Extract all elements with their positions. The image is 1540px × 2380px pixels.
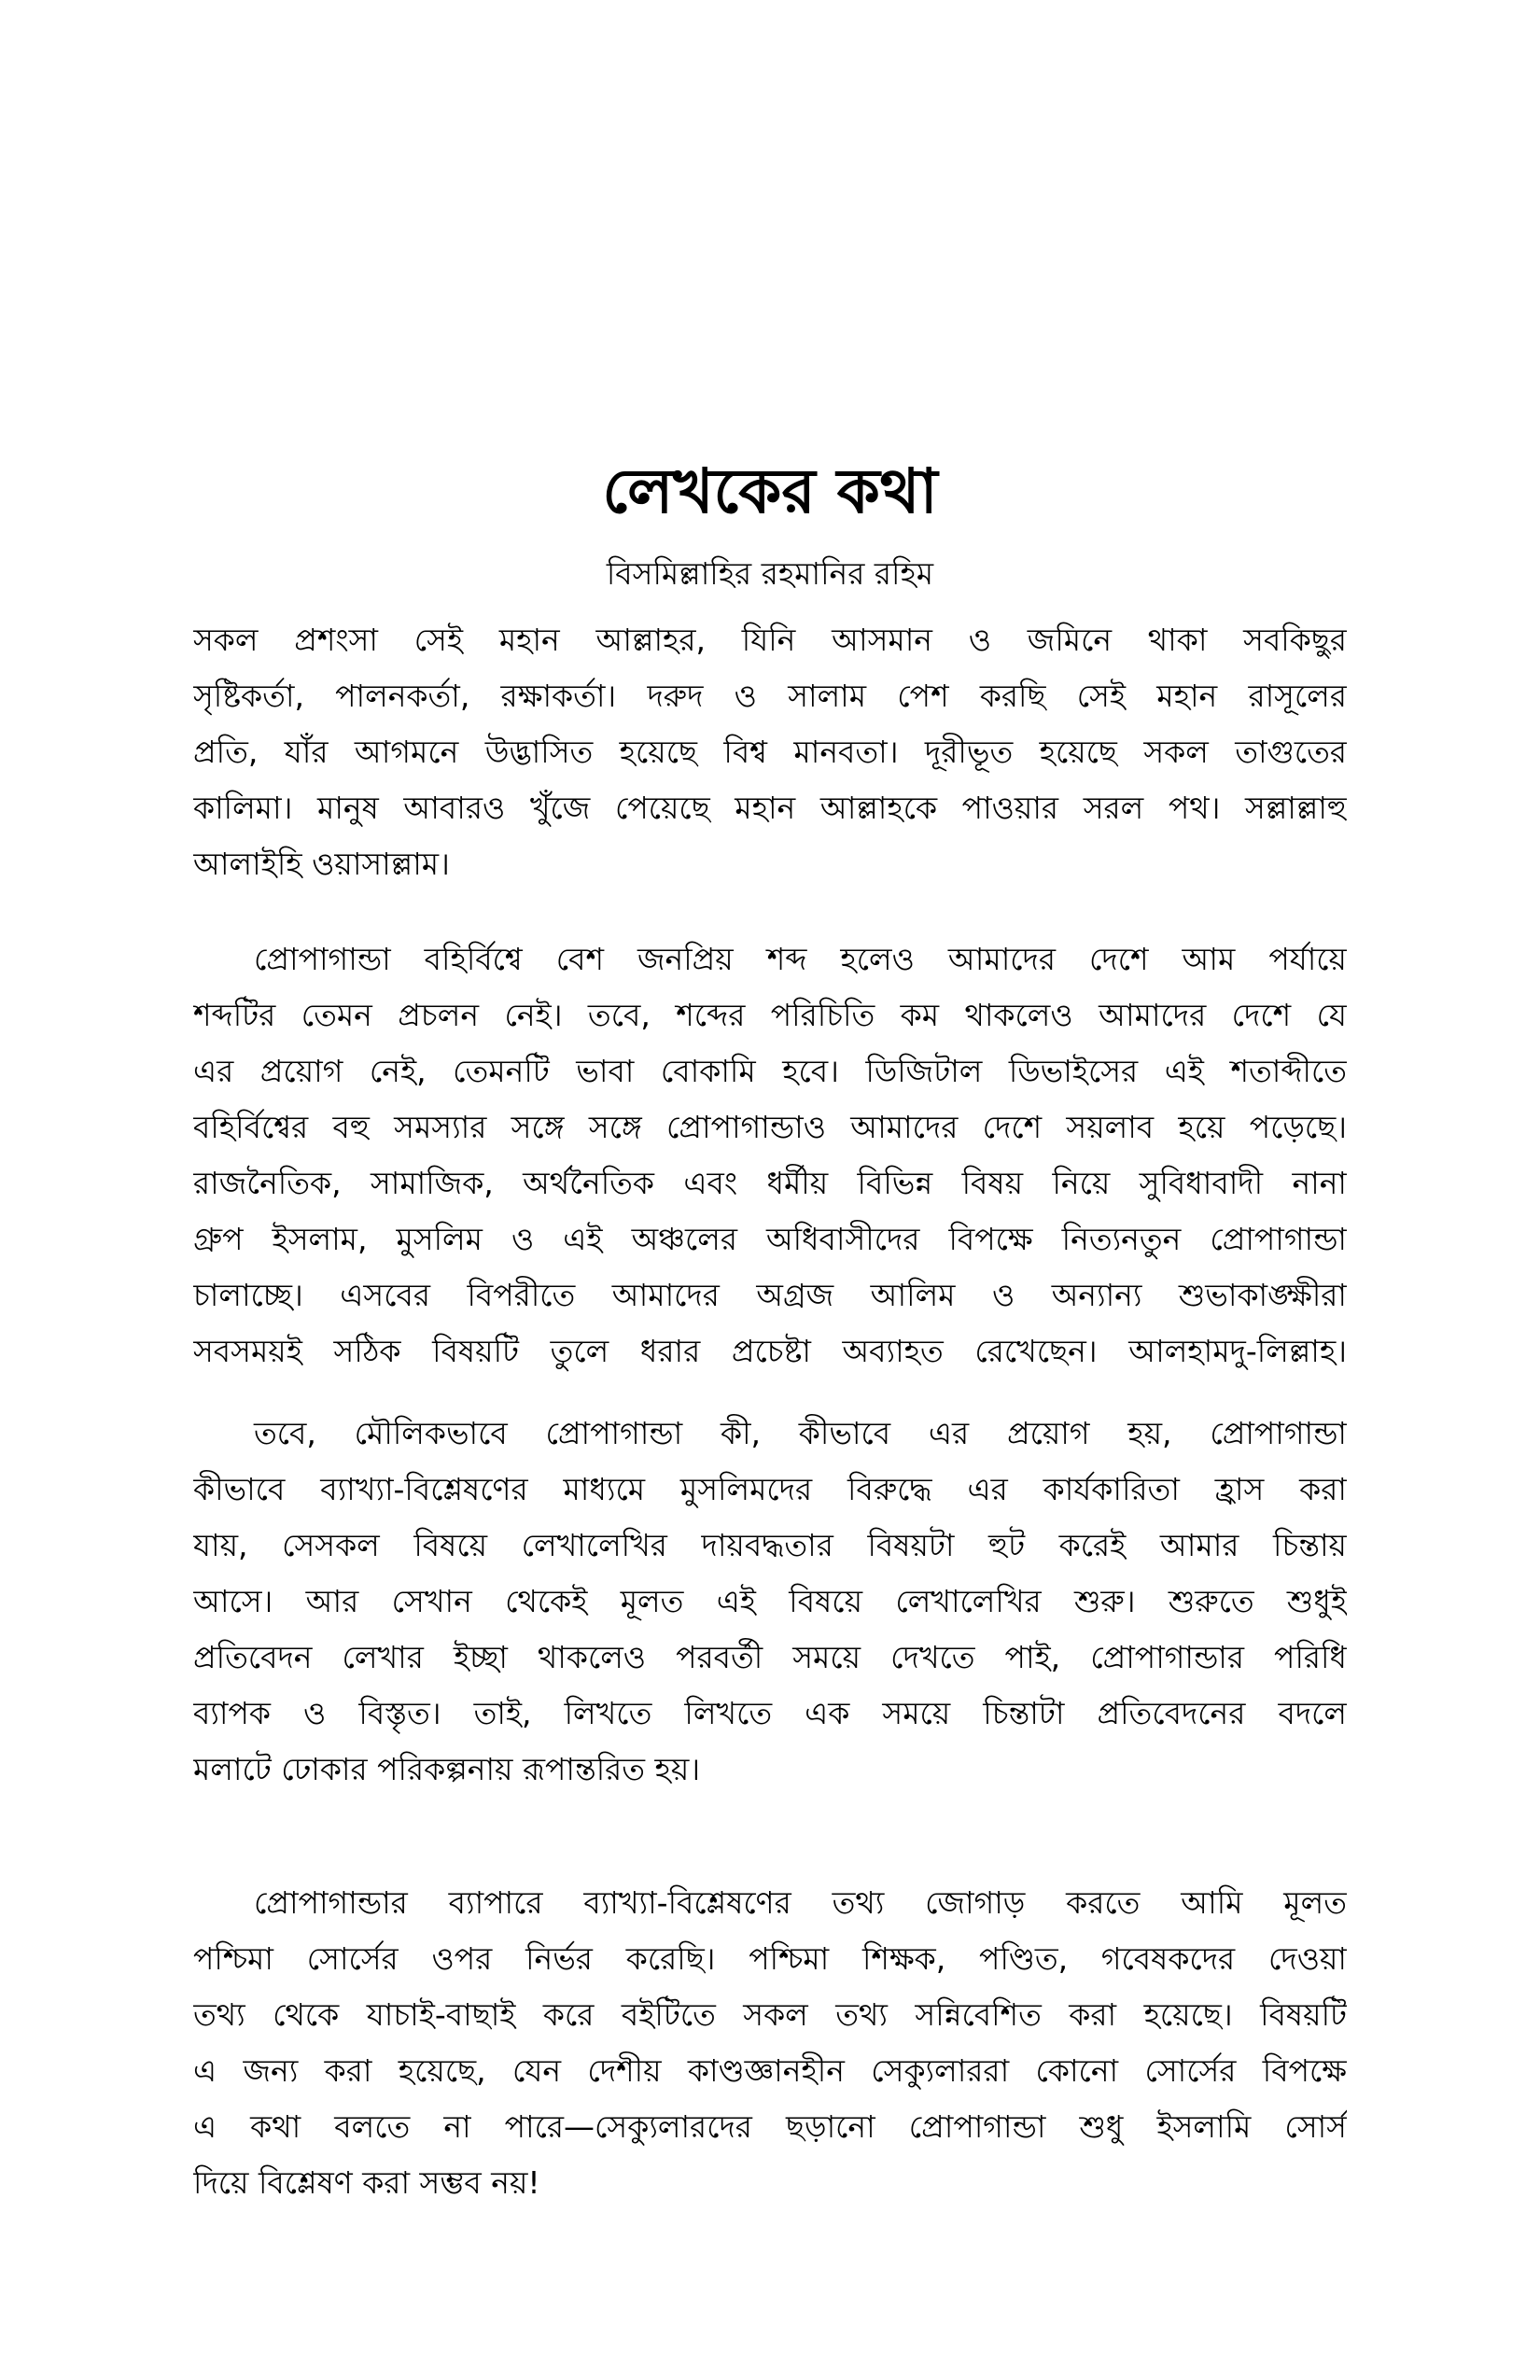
text-line: আলাইহি ওয়াসাল্লাম।	[193, 846, 450, 882]
paragraph-3	[193, 1406, 1347, 1798]
text-line: দিয়ে বিশ্লেষণ করা সম্ভব নয়!	[193, 2164, 540, 2201]
text-line: ব্যাপক ও বিস্তৃত। তাই, লিখতে লিখতে এক সময়ে চিন্তাটা প্রতিবেদনের বদলে	[193, 1695, 1347, 1731]
text-line: তবে, মৌলিকভাবে প্রোপাগান্ডা কী, কীভাবে এর প্রয়োগ হয়, প্রোপাগান্ডা	[254, 1415, 1347, 1451]
text-line: তথ্য থেকে যাচাই-বাছাই করে বইটিতে সকল তথ্য সন্নিবেশিত করা হয়েছে। বিষয়টি	[193, 1996, 1347, 2033]
text-line: যায়, সেসকল বিষয়ে লেখালেখির দায়বদ্ধতার বিষয়টা হুট করেই আমার চিন্তায়	[193, 1527, 1347, 1563]
text-line: রাজনৈতিক, সামাজিক, অর্থনৈতিক এবং ধর্মীয় বিভিন্ন বিষয় নিয়ে সুবিধাবাদী নানা	[193, 1165, 1347, 1201]
text-line: পশ্চিমা সোর্সের ওপর নির্ভর করেছি। পশ্চিমা শিক্ষক, পণ্ডিত, গবেষকদের দেওয়া	[193, 1940, 1347, 1977]
text-line: মলাটে ঢোকার পরিকল্পনায় রূপান্তরিত হয়।	[193, 1751, 701, 1787]
text-line: এ জন্য করা হয়েছে, যেন দেশীয় কাণ্ডজ্ঞানহীন সেক্যুলাররা কোনো সোর্সের বিপক্ষে	[193, 2052, 1347, 2089]
text-line: বহির্বিশ্বের বহু সমস্যার সঙ্গে সঙ্গে প্রোপাগান্ডাও আমাদের দেশে সয়লাব হয়ে পড়েছে।	[193, 1109, 1347, 1145]
text-line: কীভাবে ব্যাখ্যা-বিশ্লেষণের মাধ্যমে মুসলিমদের বিরুদ্ধে এর কার্যকারিতা হ্রাস করা	[193, 1471, 1347, 1507]
text-line: সবসময়ই সঠিক বিষয়টি তুলে ধরার প্রচেষ্টা অব্যাহত রেখেছেন। আলহামদু-লিল্লাহ।	[193, 1333, 1347, 1369]
text-line: প্রতি, যাঁর আগমনে উদ্ভাসিত হয়েছে বিশ্ব মানবতা। দূরীভূত হয়েছে সকল তাগুতের	[193, 734, 1347, 770]
text-line: সকল প্রশংসা সেই মহান আল্লাহর, যিনি আসমান ও জমিনে থাকা সবকিছুর	[193, 622, 1347, 658]
text-line: এর প্রয়োগ নেই, তেমনটি ভাবা বোকামি হবে। ডিজিটাল ডিভাইসের এই শতাব্দীতে	[193, 1053, 1347, 1089]
text-line: প্রতিবেদন লেখার ইচ্ছা থাকলেও পরবর্তী সময়ে দেখতে পাই, প্রোপাগান্ডার পরিধি	[193, 1639, 1347, 1675]
text-line: প্রোপাগান্ডা বহির্বিশ্বে বেশ জনপ্রিয় শব্দ হলেও আমাদের দেশে আম পর্যায়ে	[254, 941, 1347, 977]
bismillah-heading: বিসমিল্লাহির রহমানির রহিম	[606, 555, 934, 592]
page-title: লেখকের কথা	[602, 455, 938, 528]
paragraph-4	[193, 1875, 1347, 2211]
text-line: গ্রুপ ইসলাম, মুসলিম ও এই অঞ্চলের অধিবাসীদের বিপক্ষে নিত্যনতুন প্রোপাগান্ডা	[193, 1221, 1347, 1257]
paragraph-2	[193, 931, 1347, 1379]
text-line: চালাচ্ছে। এসবের বিপরীতে আমাদের অগ্রজ আলিম ও অন্যান্য শুভাকাঙ্ক্ষীরা	[193, 1277, 1347, 1313]
text-line: কালিমা। মানুষ আবারও খুঁজে পেয়েছে মহান আল্লাহকে পাওয়ার সরল পথ। সল্লাল্লাহু	[193, 790, 1347, 826]
text-line: এ কথা বলতে না পারে—সেক্যুলারদের ছড়ানো প্রোপাগান্ডা শুধু ইসলামি সোর্স	[193, 2108, 1347, 2145]
text-line: প্রোপাগান্ডার ব্যাপারে ব্যাখ্যা-বিশ্লেষণের তথ্য জোগাড় করতে আমি মূলত	[254, 1884, 1347, 1921]
paragraph-1	[193, 612, 1347, 892]
text-line: শব্দটির তেমন প্রচলন নেই। তবে, শব্দের পরিচিতি কম থাকলেও আমাদের দেশে যে	[193, 997, 1347, 1033]
text-line: আসে। আর সেখান থেকেই মূলত এই বিষয়ে লেখালেখির শুরু। শুরুতে শুধুই	[193, 1583, 1347, 1619]
text-line: সৃষ্টিকর্তা, পালনকর্তা, রক্ষাকর্তা। দরুদ ও সালাম পেশ করছি সেই মহান রাসূলের	[193, 678, 1347, 714]
